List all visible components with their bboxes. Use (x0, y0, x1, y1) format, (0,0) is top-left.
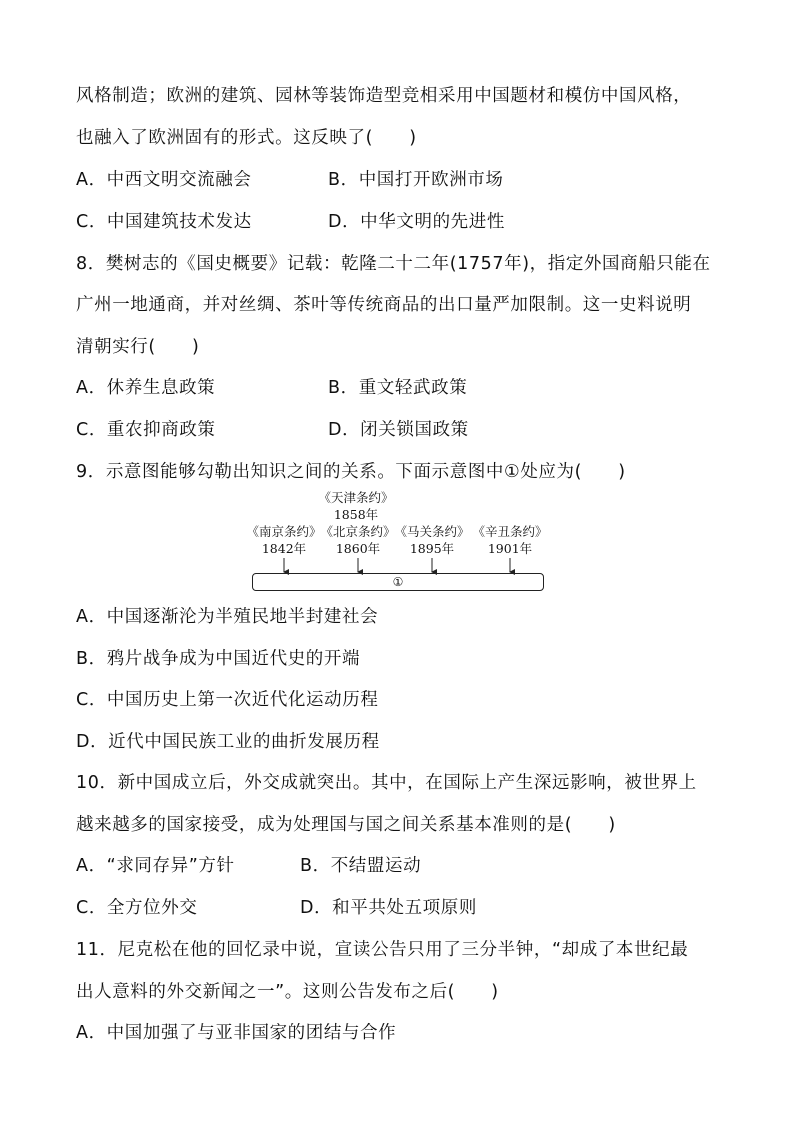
q10-option-a: A．“求同存异”方针 (76, 856, 235, 876)
q10-option-b: B．不结盟运动 (300, 856, 422, 876)
q8-stem-line-2: 广州一地通商，并对丝绸、茶叶等传统商品的出口量严加限制。这一史料说明 (76, 295, 692, 315)
q9-option-a: A．中国逐渐沦为半殖民地半封建社会 (76, 607, 379, 627)
treaty-nanjing-year: 1842年 (261, 541, 307, 556)
q7-text-line-2: 也融入了欧洲固有的形式。这反映了( ) (76, 128, 417, 148)
treaty-maguan-year: 1895年 (409, 541, 455, 556)
q7-text-line-1: 风格制造；欧洲的建筑、园林等装饰造型竞相采用中国题材和模仿中国风格， (76, 86, 692, 106)
q10-option-d: D．和平共处五项原则 (300, 898, 477, 918)
treaty-maguan-name: 《马关条约》 (394, 524, 470, 539)
q10-stem-line-1: 10．新中国成立后，外交成就突出。其中，在国际上产生深远影响，被世界上 (76, 773, 697, 793)
treaty-timeline-diagram (246, 490, 548, 600)
q7-option-a: A．中西文明交流融会 (76, 170, 252, 190)
q9-option-c: C．中国历史上第一次近代化运动历程 (76, 690, 379, 710)
q8-option-d: D．闭关锁国政策 (328, 420, 469, 440)
q11-option-a: A．中国加强了与亚非国家的团结与合作 (76, 1023, 397, 1043)
q7-option-c: C．中国建筑技术发达 (76, 212, 252, 232)
q8-option-a: A．休养生息政策 (76, 378, 216, 398)
q10-option-c: C．全方位外交 (76, 898, 198, 918)
q11-stem-line-2: 出人意料的外交新闻之一”。这则公告发布之后( ) (76, 982, 499, 1002)
treaty-nanjing-name: 《南京条约》 (246, 524, 322, 539)
q8-stem-line-3: 清朝实行( ) (76, 337, 200, 357)
treaty-xinchou-year: 1901年 (487, 541, 533, 556)
q8-option-c: C．重农抑商政策 (76, 420, 216, 440)
q7-option-d: D．中华文明的先进性 (328, 212, 505, 232)
treaty-beijing-name: 《北京条约》 (320, 524, 396, 539)
q10-stem-line-2: 越来越多的国家接受，成为处理国与国之间关系基本准则的是( ) (76, 815, 616, 835)
q9-option-d: D．近代中国民族工业的曲折发展历程 (76, 732, 380, 752)
q8-option-b: B．重文轻武政策 (328, 378, 468, 398)
treaty-tianjin-year: 1858年 (333, 507, 379, 522)
q9-stem: 9．示意图能够勾勒出知识之间的关系。下面示意图中①处应为( ) (76, 462, 626, 482)
blank-marker: ① (392, 575, 404, 589)
q8-stem-line-1: 8．樊树志的《国史概要》记载：乾隆二十二年(1757年)，指定外国商船只能在 (76, 254, 711, 274)
timeline-bar (252, 573, 544, 591)
q11-stem-line-1: 11．尼克松在他的回忆录中说，宣读公告只用了三分半钟，“却成了本世纪最 (76, 940, 689, 960)
q7-option-b: B．中国打开欧洲市场 (328, 170, 504, 190)
treaty-tianjin-name: 《天津条约》 (318, 490, 394, 505)
treaty-beijing-year: 1860年 (335, 541, 381, 556)
q9-option-b: B．鸦片战争成为中国近代史的开端 (76, 649, 361, 669)
treaty-xinchou-name: 《辛丑条约》 (472, 524, 548, 539)
